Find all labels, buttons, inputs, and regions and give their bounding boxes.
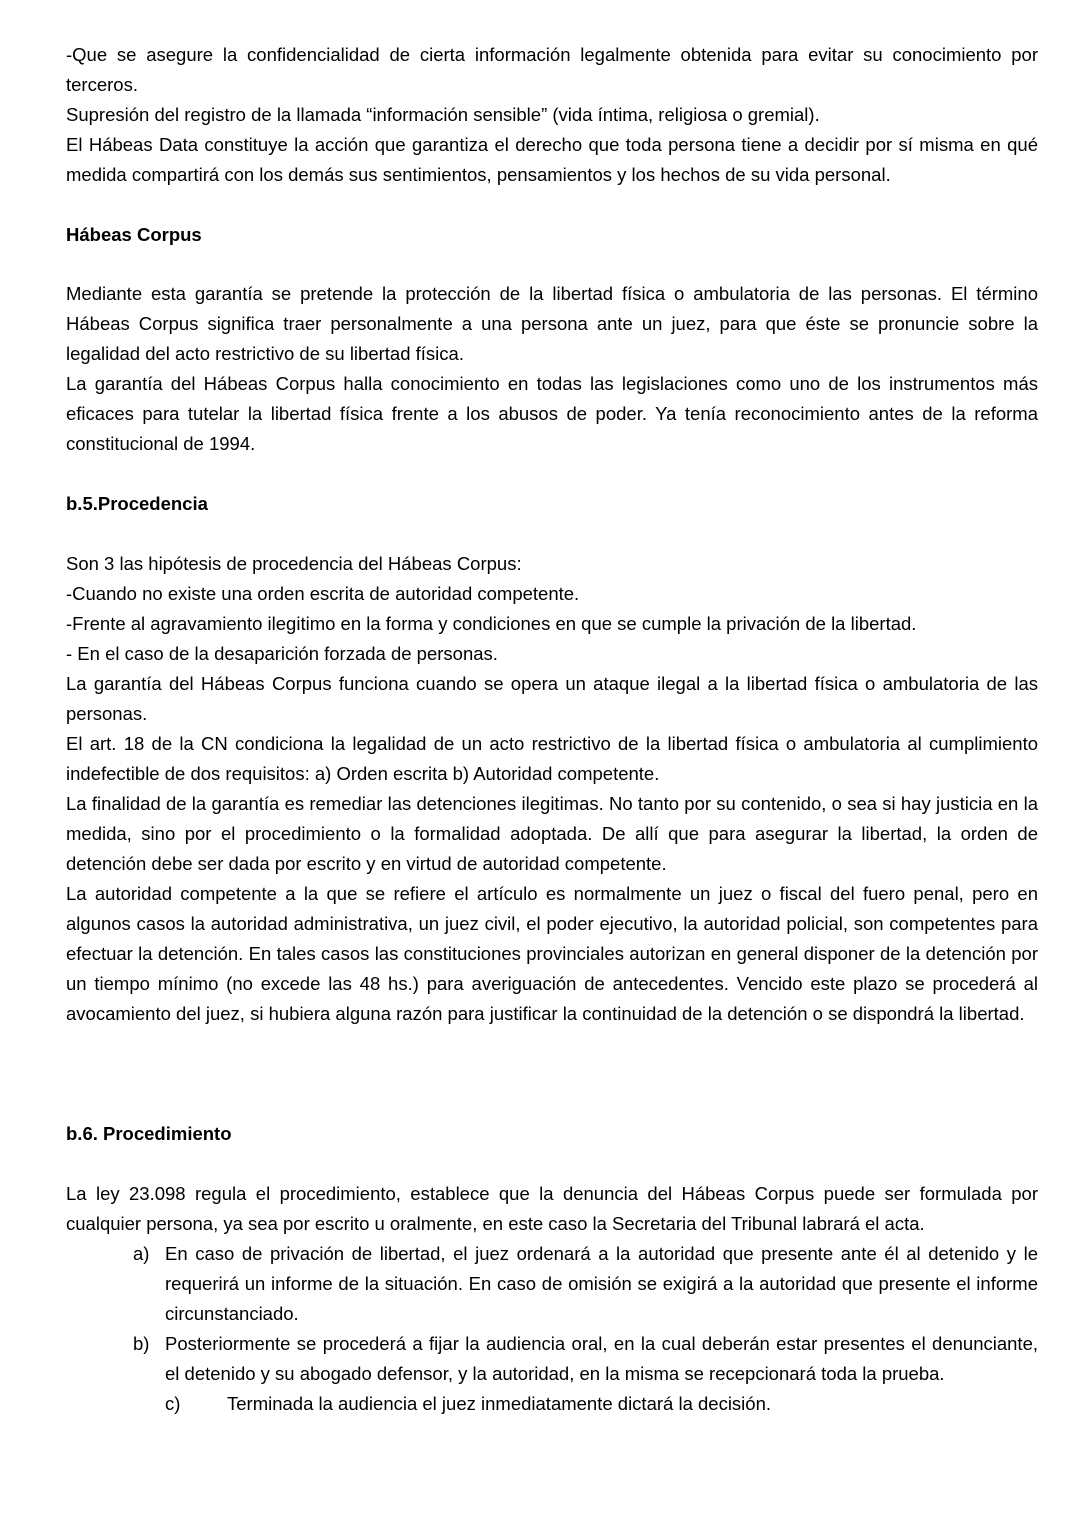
habeas-corpus-paragraph-2: La garantía del Hábeas Corpus halla conocimiento en todas las legislaciones como uno de los instrumentos más eficaces para tutelar la libertad física frente a los abusos de poder. Ya tenía reconocimiento antes de la reforma constitucional de 1994. xyxy=(66,373,1038,454)
document-page xyxy=(66,40,1038,1419)
spacer xyxy=(66,190,1038,220)
section-heading-procedencia: b.5.Procedencia xyxy=(66,493,208,514)
list-marker: c) xyxy=(165,1393,181,1414)
procedencia-hypothesis-2: -Frente al agravamiento ilegitimo en la forma y condiciones en que se cumple la privación de la libertad. xyxy=(66,613,917,634)
list-item-text: Terminada la audiencia el juez inmediatamente dictará la decisión. xyxy=(227,1393,772,1414)
intro-paragraph-sensitive-info: Supresión del registro de la llamada “información sensible” (vida íntima, religiosa o gremial). xyxy=(66,104,820,125)
spacer xyxy=(66,250,1038,279)
spacer xyxy=(66,1029,1038,1119)
spacer xyxy=(66,1149,1038,1179)
procedencia-paragraph-4: La autoridad competente a la que se refiere el artículo es normalmente un juez o fiscal del fuero penal, pero en algunos casos la autoridad administrativa, un juez civil, el poder ejecutivo, la autoridad policial, son competentes para efectuar la detención. En tales casos las constituciones provinciales autorizan en general disponer de la detención por un tiempo mínimo (no excede las 48 hs.) para averiguación de antecedentes. Vencido este plazo se procederá al avocamiento del juez, si hubiera alguna razón para justificar la continuidad de la detención o se dispondrá la libertad. xyxy=(66,883,1038,1024)
list-marker: b) xyxy=(133,1333,150,1354)
procedencia-paragraph-1: La garantía del Hábeas Corpus funciona cuando se opera un ataque ilegal a la libertad física o ambulatoria de las personas. xyxy=(66,673,1038,724)
procedimiento-paragraph-1: La ley 23.098 regula el procedimiento, establece que la denuncia del Hábeas Corpus puede ser formulada por cualquier persona, ya sea por escrito u oralmente, en este caso la Secretaria del Tribunal labrará el acta. xyxy=(66,1183,1038,1234)
procedimiento-steps-list xyxy=(66,1239,1038,1419)
intro-paragraph-confidentiality: -Que se asegure la confidencialidad de cierta información legalmente obtenida para evitar su conocimiento por terceros. xyxy=(66,44,1038,95)
spacer xyxy=(66,459,1038,489)
list-item xyxy=(66,1239,1038,1329)
procedencia-hypothesis-3: - En el caso de la desaparición forzada de personas. xyxy=(66,643,498,664)
list-marker: a) xyxy=(133,1243,150,1264)
habeas-corpus-paragraph-1: Mediante esta garantía se pretende la protección de la libertad física o ambulatoria de las personas. El término Hábeas Corpus significa traer personalmente a una persona ante un juez, para que éste se pronuncie sobre la legalidad del acto restrictivo de su libertad física. xyxy=(66,283,1038,364)
procedencia-paragraph-3: La finalidad de la garantía es remediar las detenciones ilegitimas. No tanto por su contenido, o sea si hay justicia en la medida, sino por el procedimiento o la formalidad adoptada. De allí que para asegurar la libertad, la orden de detención debe ser dada por escrito y en virtud de autoridad competente. xyxy=(66,793,1038,874)
intro-paragraph-habeas-data: El Hábeas Data constituye la acción que garantiza el derecho que toda persona tiene a decidir por sí misma en qué medida compartirá con los demás sus sentimientos, pensamientos y los hechos de su vida personal. xyxy=(66,134,1038,185)
list-item-text: Posteriormente se procederá a fijar la audiencia oral, en la cual deberán estar presentes el denunciante, el detenido y su abogado defensor, y la autoridad, en la misma se recepcionará toda la prueba. xyxy=(165,1333,1038,1384)
section-heading-habeas-corpus: Hábeas Corpus xyxy=(66,224,202,245)
list-item-text: En caso de privación de libertad, el juez ordenará a la autoridad que presente ante él al detenido y le requerirá un informe de la situación. En caso de omisión se exigirá a la autoridad que presente el informe circunstanciado. xyxy=(165,1243,1038,1324)
procedencia-intro-line: Son 3 las hipótesis de procedencia del Hábeas Corpus: xyxy=(66,553,522,574)
section-heading-procedimiento: b.6. Procedimiento xyxy=(66,1123,232,1144)
list-item xyxy=(66,1329,1038,1389)
procedencia-paragraph-2: El art. 18 de la CN condiciona la legalidad de un acto restrictivo de la libertad física o ambulatoria al cumplimiento indefectible de dos requisitos: a) Orden escrita b) Autoridad competente. xyxy=(66,733,1038,784)
spacer xyxy=(66,519,1038,549)
list-item xyxy=(66,1389,1038,1419)
procedencia-hypothesis-1: -Cuando no existe una orden escrita de autoridad competente. xyxy=(66,583,580,604)
